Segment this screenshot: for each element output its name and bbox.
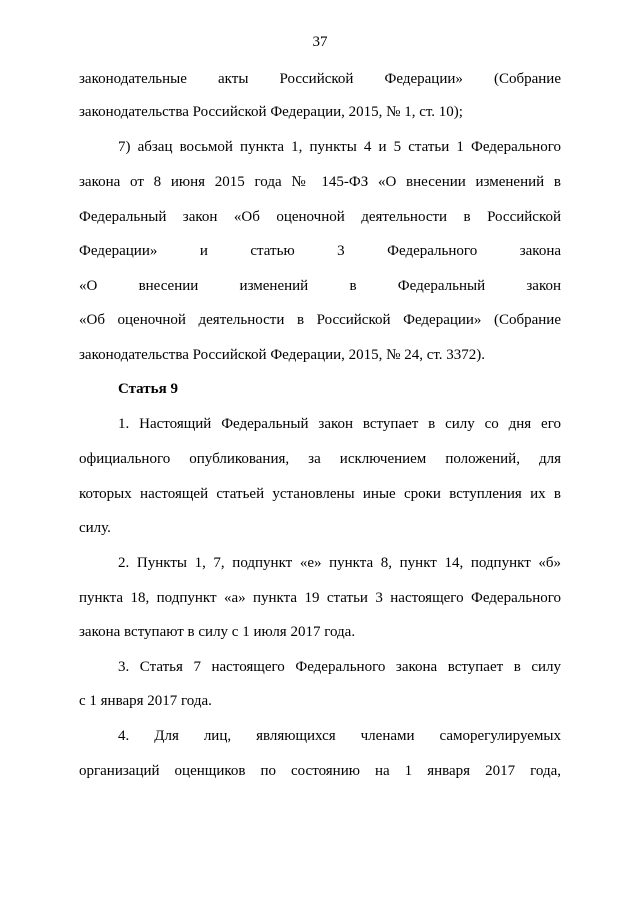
text-line: 2. Пункты 1, 7, подпункт «е» пункта 8, пункт 14, подпункт «б» [118,555,561,571]
text-line: законодательные акты Российской Федерации» (Собрание [79,71,561,87]
text-line: закона от 8 июня 2015 года № 145-ФЗ «О внесении изменений в [79,174,561,190]
page-number: 37 [312,34,328,50]
text-line: Федерации» и статью 3 Федерального закона [79,243,561,259]
text-line: официального опубликования, за исключением положений, для [79,451,561,467]
text-line: закона вступают в силу с 1 июля 2017 года. [79,624,356,640]
text-line: «Об оценочной деятельности в Российской Федерации» (Собрание [79,312,561,328]
text-line: «О внесении изменений в Федеральный закон [79,278,561,294]
text-line: пункта 18, подпункт «а» пункта 19 статьи 3 настоящего Федерального [79,590,561,606]
text-line: силу. [79,520,111,536]
text-line: которых настоящей статьей установлены иные сроки вступления их в [79,486,561,502]
text-line: 1. Настоящий Федеральный закон вступает в силу со дня его [118,416,561,432]
text-line: 3. Статья 7 настоящего Федерального закона вступает в силу [118,659,561,675]
text-line: организаций оценщиков по состоянию на 1 января 2017 года, [79,763,561,779]
article-heading: Статья 9 [118,381,178,397]
text-line: законодательства Российской Федерации, 2015, № 24, ст. 3372). [79,347,486,363]
text-line: 7) абзац восьмой пункта 1, пункты 4 и 5 статьи 1 Федерального [118,139,561,155]
text-line: с 1 января 2017 года. [79,693,212,709]
text-line: Федеральный закон «Об оценочной деятельности в Российской [79,209,561,225]
text-line: законодательства Российской Федерации, 2015, № 1, ст. 10); [79,104,463,120]
text-line: 4. Для лиц, являющихся членами саморегулируемых [118,728,561,744]
